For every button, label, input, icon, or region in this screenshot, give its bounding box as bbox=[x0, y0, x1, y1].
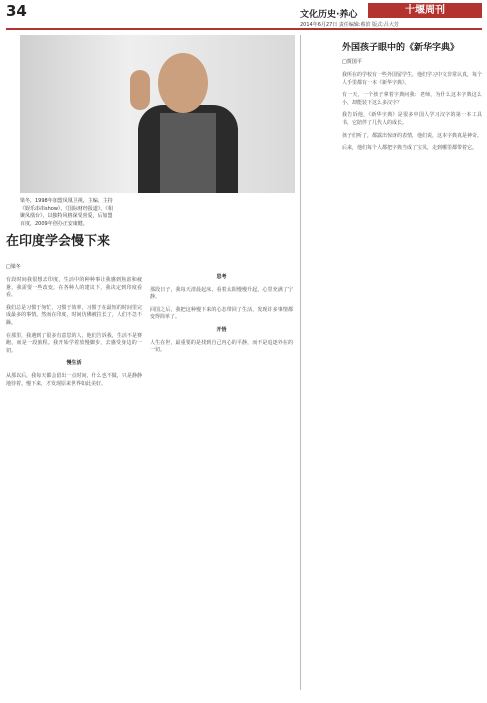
paragraph: 回国之后，我把这种慢下来的心态带回了生活，发现许多事情都变得简单了。 bbox=[150, 306, 293, 321]
side-title: 外国孩子眼中的《新华字典》 bbox=[342, 43, 460, 53]
paragraph: 我告诉他，《新华字典》是很多中国人学习汉字的第一本工具书，它陪伴了几代人的成长。 bbox=[342, 112, 482, 126]
paragraph: 在那里，我遇到了很多有意思的人，他们告诉我，生活不是赛跑，而是一段旅程。我开始学着放慢脚步，去感受身边的一切。 bbox=[6, 332, 142, 354]
issue-line: 2014年6月27日 责任编辑:蔡滨 版式:吕大芳 bbox=[300, 22, 399, 28]
paragraph: 从那以后，我每天都会留出一点时间，什么也不做，只是静静地待着。慢下来，才发现原来世界如此美好。 bbox=[6, 372, 142, 387]
photo-head bbox=[158, 53, 208, 113]
main-column-2 bbox=[150, 272, 293, 692]
column-divider bbox=[300, 35, 301, 690]
paragraph: 我所在的学校有一些外国留学生，他们学习中文非常认真，每个人手里都有一本《新华字典》。 bbox=[342, 72, 482, 86]
page-number: 34 bbox=[6, 2, 27, 20]
paragraph: 那段日子，我每天清晨起床，看着太阳慢慢升起，心里充满了宁静。 bbox=[150, 286, 293, 301]
subhead: 思考 bbox=[216, 274, 227, 280]
side-byline: □贾国平 bbox=[342, 59, 362, 65]
paper-badge: 十堰周刊 bbox=[368, 3, 482, 18]
paragraph: 孩子们听了，都露出惊讶的表情，他们说，这本字典真是神奇。 bbox=[342, 132, 482, 139]
subhead: 慢生活 bbox=[66, 360, 82, 367]
raised-hand bbox=[130, 70, 150, 110]
paragraph: 我们总是习惯于匆忙，习惯于效率，习惯于在最短的时间里完成最多的事情。然而在印度，时间仿佛被拉长了，人们不急不躁。 bbox=[6, 304, 142, 326]
top-rule bbox=[6, 28, 482, 30]
subhead: 开悟 bbox=[216, 326, 227, 333]
paragraph: 有一天，一个孩子拿着字典问我：老师，为什么这本字典这么小，却能装下这么多汉字？ bbox=[342, 92, 482, 106]
photo-caption: 梁冬，1998年加盟凤凰卫视，主编、主持《娱乐串串show》、《国际财经报道》、《相聚凤凰台》，以独特风格深受喜爱，后加盟百度，2009年创办正安康健。 bbox=[20, 198, 113, 227]
main-column-1 bbox=[6, 272, 142, 692]
side-column bbox=[342, 67, 482, 695]
paragraph: 有段时间我很想去印度，生活中的种种事让我感到焦虑和疲惫，我需要一些改变。在各种人的建议下，我决定到印度看看。 bbox=[6, 277, 142, 299]
section-name: 文化历史·养心 bbox=[300, 10, 358, 20]
paragraph: 后来，他们每个人都把字典当成了宝贝，走到哪里都带着它。 bbox=[342, 145, 478, 152]
main-title: 在印度学会慢下来 bbox=[6, 234, 111, 249]
paragraph: 人生在世，最重要的是找到自己内心的平静，而不是追逐外在的一切。 bbox=[150, 339, 293, 354]
main-byline: □梁冬 bbox=[6, 264, 21, 270]
photo-vest bbox=[160, 113, 216, 193]
author-photo bbox=[20, 35, 295, 193]
